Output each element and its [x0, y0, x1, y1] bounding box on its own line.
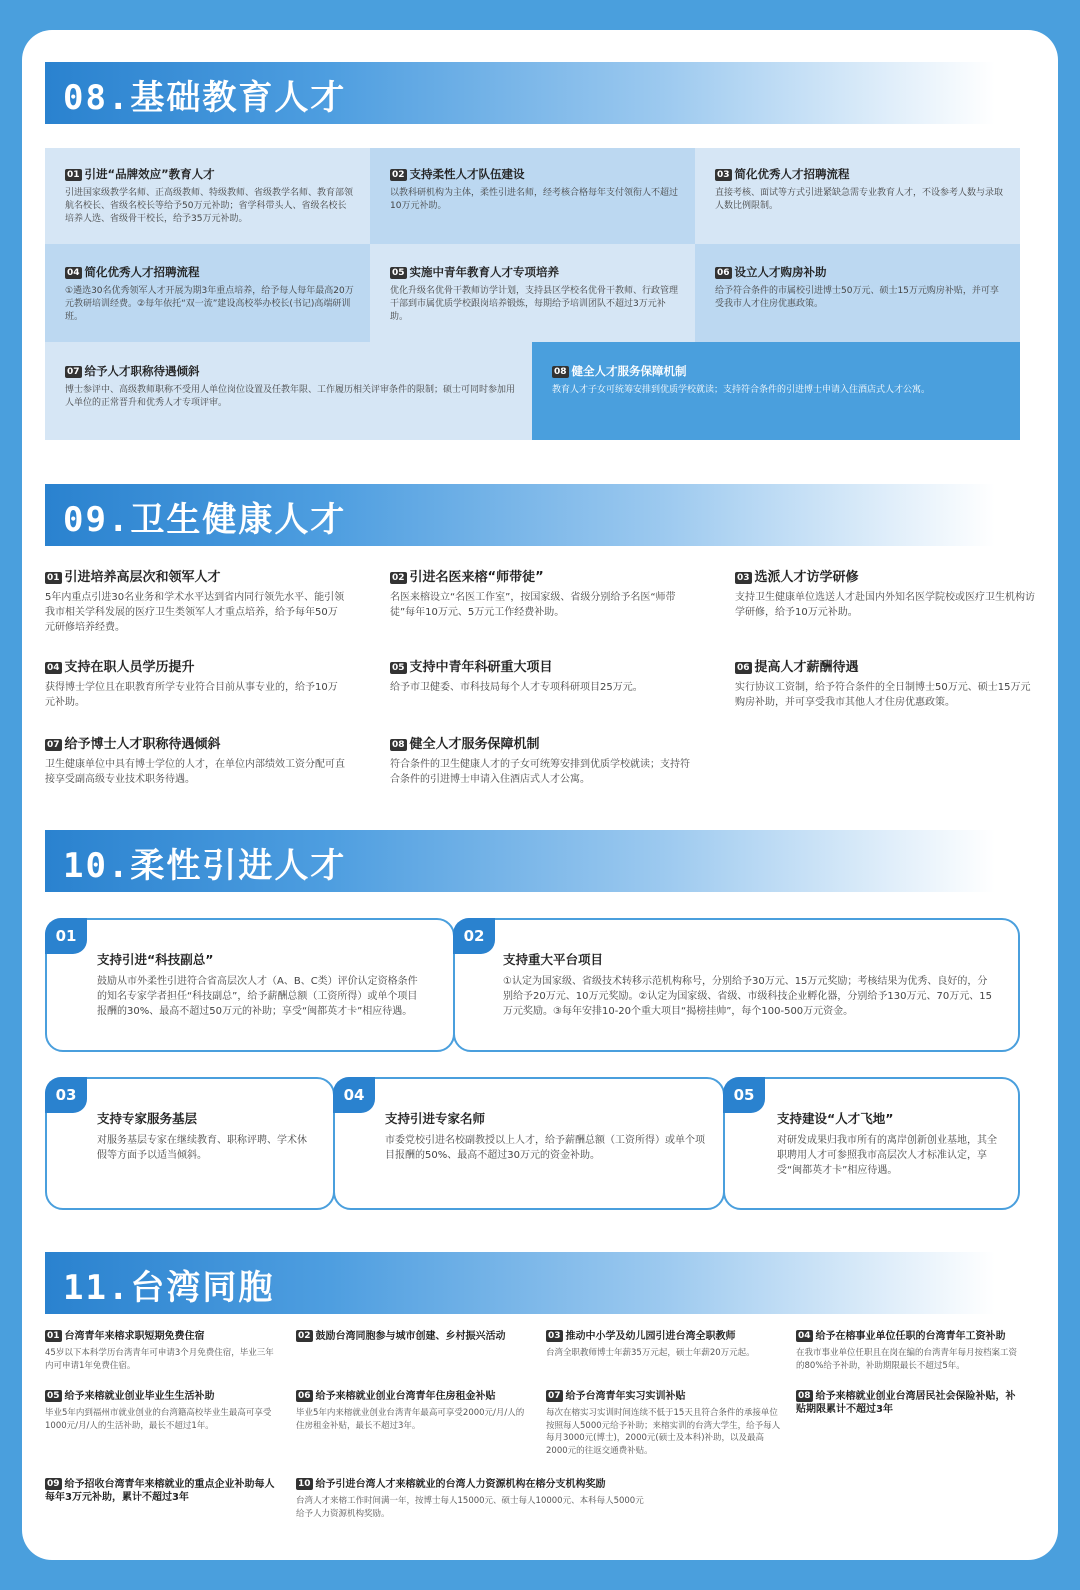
item-title: 健全人才服务保障机制: [571, 364, 687, 378]
item-title: 给予在榕事业单位任职的台湾青年工资补助: [815, 1331, 1006, 1342]
item-body: 45岁以下本科学历台湾青年可申请3个月免费住宿，毕业三年内可申请1年免费住宿。: [45, 1348, 274, 1371]
item-title: 给予来榕就业创业台湾居民社会保险补贴，补贴期限累计不超过3年: [796, 1391, 1016, 1415]
item-title: 引进“品牌效应”教育人才: [84, 167, 215, 181]
item-number: 04: [333, 1077, 375, 1113]
s11-item: [296, 1330, 531, 1347]
item-number: 09: [47, 1479, 60, 1489]
item-title: 选派人才访学研修: [754, 570, 859, 585]
item-title: 鼓励台湾同胞参与城市创建、乡村振兴活动: [315, 1331, 506, 1342]
item-number: 05: [392, 663, 405, 673]
s11-item: [45, 1390, 280, 1432]
section-title: 11.台湾同胞: [63, 1268, 275, 1308]
item-number: 01: [67, 170, 80, 180]
item-title: 给予博士人才职称待遇倾斜: [64, 737, 221, 752]
item-body: 实行协议工资制，给予符合条件的全日制博士50万元、硕士15万元购房补助，并可享受我市其他人才住房优惠政策。: [735, 682, 1031, 708]
item-body: 教育人才子女可统筹安排到优质学校就读；支持符合条件的引进博士申请入住酒店式人才公寓。: [552, 385, 931, 395]
s09-item: [735, 566, 1035, 620]
s08-item: [65, 264, 355, 324]
item-title: 支持中青年科研重大项目: [409, 660, 553, 675]
item-body: 5年内重点引进30名业务和学术水平达到省内同行领先水平、能引领我市相关学科发展的医疗卫生类领军人才重点培养，给予每年50万元研修培养经费。: [45, 592, 345, 633]
s11-item: [546, 1390, 781, 1457]
item-title: 给予来榕就业创业台湾青年住房租金补贴: [315, 1391, 496, 1402]
item-body: 符合条件的卫生健康人才的子女可统筹安排到优质学校就读；支持符合条件的引进博士申请入住酒店式人才公寓。: [390, 759, 690, 785]
item-title: 简化优秀人才招聘流程: [734, 167, 850, 181]
s09-item: [45, 566, 345, 635]
item-number: 02: [453, 918, 495, 954]
item-body: ①认定为国家级、省级技术转移示范机构称号，分别给予30万元、15万元奖励；考核结果为优秀、良好的，分别给予20万元、10万元奖励。②认定为国家级、省级、市级科技企业孵化器，分别给予130万元、70万元、15万元奖励。③每年安排10-20个重大项目“揭榜挂帅”，每个100-500万元资金。: [503, 976, 992, 1017]
item-number: 07: [67, 367, 80, 377]
s11-item: [296, 1390, 531, 1432]
s09-item: [390, 733, 690, 787]
item-number: 03: [548, 1331, 561, 1341]
s11-item: [796, 1330, 1024, 1372]
item-body: 直接考核、面试等方式引进紧缺急需专业教育人才，不设参考人数与录取人数比例限制。: [715, 188, 1004, 211]
item-title: 给予来榕就业创业毕业生生活补助: [64, 1391, 215, 1402]
item-title: 设立人才购房补助: [734, 265, 827, 279]
item-number: 01: [47, 1331, 60, 1341]
s11-item: [296, 1478, 646, 1520]
item-number: 03: [45, 1077, 87, 1113]
item-number: 05: [47, 1391, 60, 1401]
item-body: 以教科研机构为主体，柔性引进名师，经考核合格每年支付领衔人不超过10万元补助。: [390, 188, 679, 211]
s08-item: [715, 264, 1005, 311]
item-body: ①遴选30名优秀领军人才开展为期3年重点培养，给予每人每年最高20万元教研培训经费。②每年依托“双一流”建设高校举办校长(书记)高端研训班。: [65, 286, 354, 322]
item-title: 支持建设“人才飞地”: [777, 1111, 894, 1126]
section-title: 08.基础教育人才: [63, 78, 347, 118]
item-body: 给予符合条件的市属校引进博士50万元、硕士15万元购房补贴，并可享受我市人才住房优惠政策。: [715, 286, 999, 309]
item-body: 在我市事业单位任职且在岗在编的台湾青年每月按档案工资的80%给予补助，补助期限最长不超过5年。: [796, 1348, 1018, 1371]
item-title: 引进培养高层次和领军人才: [64, 570, 221, 585]
s11-item: [796, 1390, 1024, 1420]
s08-item: [715, 166, 1005, 213]
s09-item: [45, 733, 345, 787]
section-title: 10.柔性引进人才: [63, 846, 347, 886]
s11-item: [546, 1330, 781, 1360]
item-body: 市委党校引进名校副教授以上人才，给予薪酬总额（工资所得）或单个项目报酬的50%、最高不超过30万元的资金补助。: [385, 1135, 705, 1161]
s09-item: [390, 566, 690, 620]
item-body: 毕业5年内来榕就业创业台湾青年最高可享受2000元/月/人的住房租金补贴，最长不超过3年。: [296, 1408, 525, 1431]
item-number: 03: [717, 170, 730, 180]
section-banner-11: [45, 1252, 995, 1314]
item-number: 07: [47, 740, 60, 750]
item-number: 01: [45, 918, 87, 954]
s08-item: [552, 363, 1007, 397]
item-number: 07: [548, 1391, 561, 1401]
item-title: 实施中青年教育人才专项培养: [409, 265, 560, 279]
item-number: 06: [298, 1391, 311, 1401]
item-title: 简化优秀人才招聘流程: [84, 265, 200, 279]
item-number: 08: [798, 1391, 811, 1401]
item-title: 给予人才职称待遇倾斜: [84, 364, 200, 378]
s09-item: [735, 656, 1035, 710]
item-number: 06: [737, 663, 750, 673]
item-number: 05: [723, 1077, 765, 1113]
item-number: 04: [47, 663, 60, 673]
item-body: 鼓励从市外柔性引进符合省高层次人才（A、B、C类）评价认定资格条件的知名专家学者担任“科技副总”，给予薪酬总额（工资所得）或单个项目报酬的30%、最高不超过50万元的补助；享受“闽都英才卡”相应待遇。: [97, 976, 418, 1017]
s10-item-box: [45, 918, 455, 1052]
item-title: 提高人才薪酬待遇: [754, 660, 859, 675]
item-title: 给予引进台湾人才来榕就业的台湾人力资源机构在榕分支机构奖励: [315, 1479, 606, 1490]
item-title: 支持专家服务基层: [97, 1111, 198, 1126]
item-title: 给予招收台湾青年来榕就业的重点企业补助每人每年3万元补助，累计不超过3年: [45, 1479, 275, 1503]
s09-item: [45, 656, 345, 710]
item-body: 引进国家级教学名师、正高级教师、特级教师、省级教学名师、教育部领航名校长、省级名校长等给予50万元补助；省学科带头人、省级名校长培养人选、省级骨干校长，给予35万元补助。: [65, 188, 354, 224]
item-body: 每次在榕实习实训时间连续不低于15天且符合条件的承接单位按照每人5000元给予补助；来榕实训的台湾大学生，给予每人每月3000元(博士)，2000元(硕士及本科)补助，以及最高2000元的往返交通费补贴。: [546, 1408, 781, 1456]
item-title: 支持重大平台项目: [503, 952, 604, 967]
s10-item-box: [453, 918, 1020, 1052]
item-number: 04: [798, 1331, 811, 1341]
s11-item: [45, 1330, 280, 1372]
item-body: 给予市卫健委、市科技局每个人才专项科研项目25万元。: [390, 682, 643, 693]
item-title: 给予台湾青年实习实训补贴: [565, 1391, 686, 1402]
item-number: 08: [392, 740, 405, 750]
s08-item: [65, 363, 520, 410]
item-body: 台湾人才来榕工作时间满一年，按博士每人15000元、硕士每人10000元、本科每人5000元给予人力资源机构奖励。: [296, 1496, 644, 1519]
item-number: 02: [298, 1331, 311, 1341]
item-body: 台湾全职教师博士年薪35万元起，硕士年薪20万元起。: [546, 1348, 755, 1358]
item-title: 台湾青年来榕求职短期免费住宿: [64, 1331, 205, 1342]
s10-item-box: [45, 1077, 335, 1210]
item-body: 对研发成果归我市所有的离岸创新创业基地，其全职聘用人才可参照我市高层次人才标准认定，享受“闽都英才卡”相应待遇。: [777, 1135, 997, 1176]
s08-item: [390, 264, 680, 324]
item-body: 优化升级名优骨干教师访学计划，支持县区学校名优骨干教师、行政管理干部到市属优质学校跟岗培养锻炼，每期给予培训团队不超过3万元补助。: [390, 286, 679, 322]
item-number: 06: [717, 268, 730, 278]
item-body: 毕业5年内到福州市就业创业的台湾籍高校毕业生最高可享受1000元/月/人的生活补助，最长不超过1年。: [45, 1408, 272, 1431]
item-number: 05: [392, 268, 405, 278]
section-banner-08: [45, 62, 995, 124]
s11-item: [45, 1478, 280, 1508]
s08-item: [65, 166, 355, 226]
item-number: 10: [298, 1479, 311, 1489]
item-number: 03: [737, 573, 750, 583]
item-number: 04: [67, 268, 80, 278]
item-title: 健全人才服务保障机制: [409, 737, 540, 752]
s09-item: [390, 656, 690, 695]
item-title: 引进名医来榕“师带徒”: [409, 570, 544, 585]
item-number: 02: [392, 170, 405, 180]
item-number: 02: [392, 573, 405, 583]
item-body: 卫生健康单位中具有博士学位的人才，在单位内部绩效工资分配可直接享受副高级专业技术职务待遇。: [45, 759, 345, 785]
s10-item-box: [333, 1077, 725, 1210]
item-title: 支持在职人员学历提升: [64, 660, 195, 675]
item-body: 博士参评中、高级教师职称不受用人单位岗位设置及任教年限、工作履历相关评审条件的限制；硕士可同时参加用人单位的正常晋升和优秀人才专项评审。: [65, 385, 516, 408]
item-title: 支持引进专家名师: [385, 1111, 486, 1126]
section-banner-09: [45, 484, 995, 546]
item-number: 01: [47, 573, 60, 583]
s10-item-box: [723, 1077, 1020, 1210]
item-body: 支持卫生健康单位选送人才赴国内外知名医学院校或医疗卫生机构访学研修，给予10万元补助。: [735, 592, 1035, 618]
item-number: 08: [554, 367, 567, 377]
item-title: 推动中小学及幼儿园引进台湾全职教师: [565, 1331, 736, 1342]
section-title: 09.卫生健康人才: [63, 500, 347, 540]
s08-item: [390, 166, 680, 213]
item-title: 支持引进“科技副总”: [97, 952, 214, 967]
item-body: 对服务基层专家在继续教育、职称评聘、学术休假等方面予以适当倾斜。: [97, 1135, 307, 1161]
section-banner-10: [45, 830, 995, 892]
item-body: 获得博士学位且在职教育所学专业符合目前从事专业的，给予10万元补助。: [45, 682, 338, 708]
item-body: 名医来榕设立“名医工作室”，按国家级、省级分别给予名医“师带徒”每年10万元、5万元工作经费补助。: [390, 592, 676, 618]
item-title: 支持柔性人才队伍建设: [409, 167, 525, 181]
